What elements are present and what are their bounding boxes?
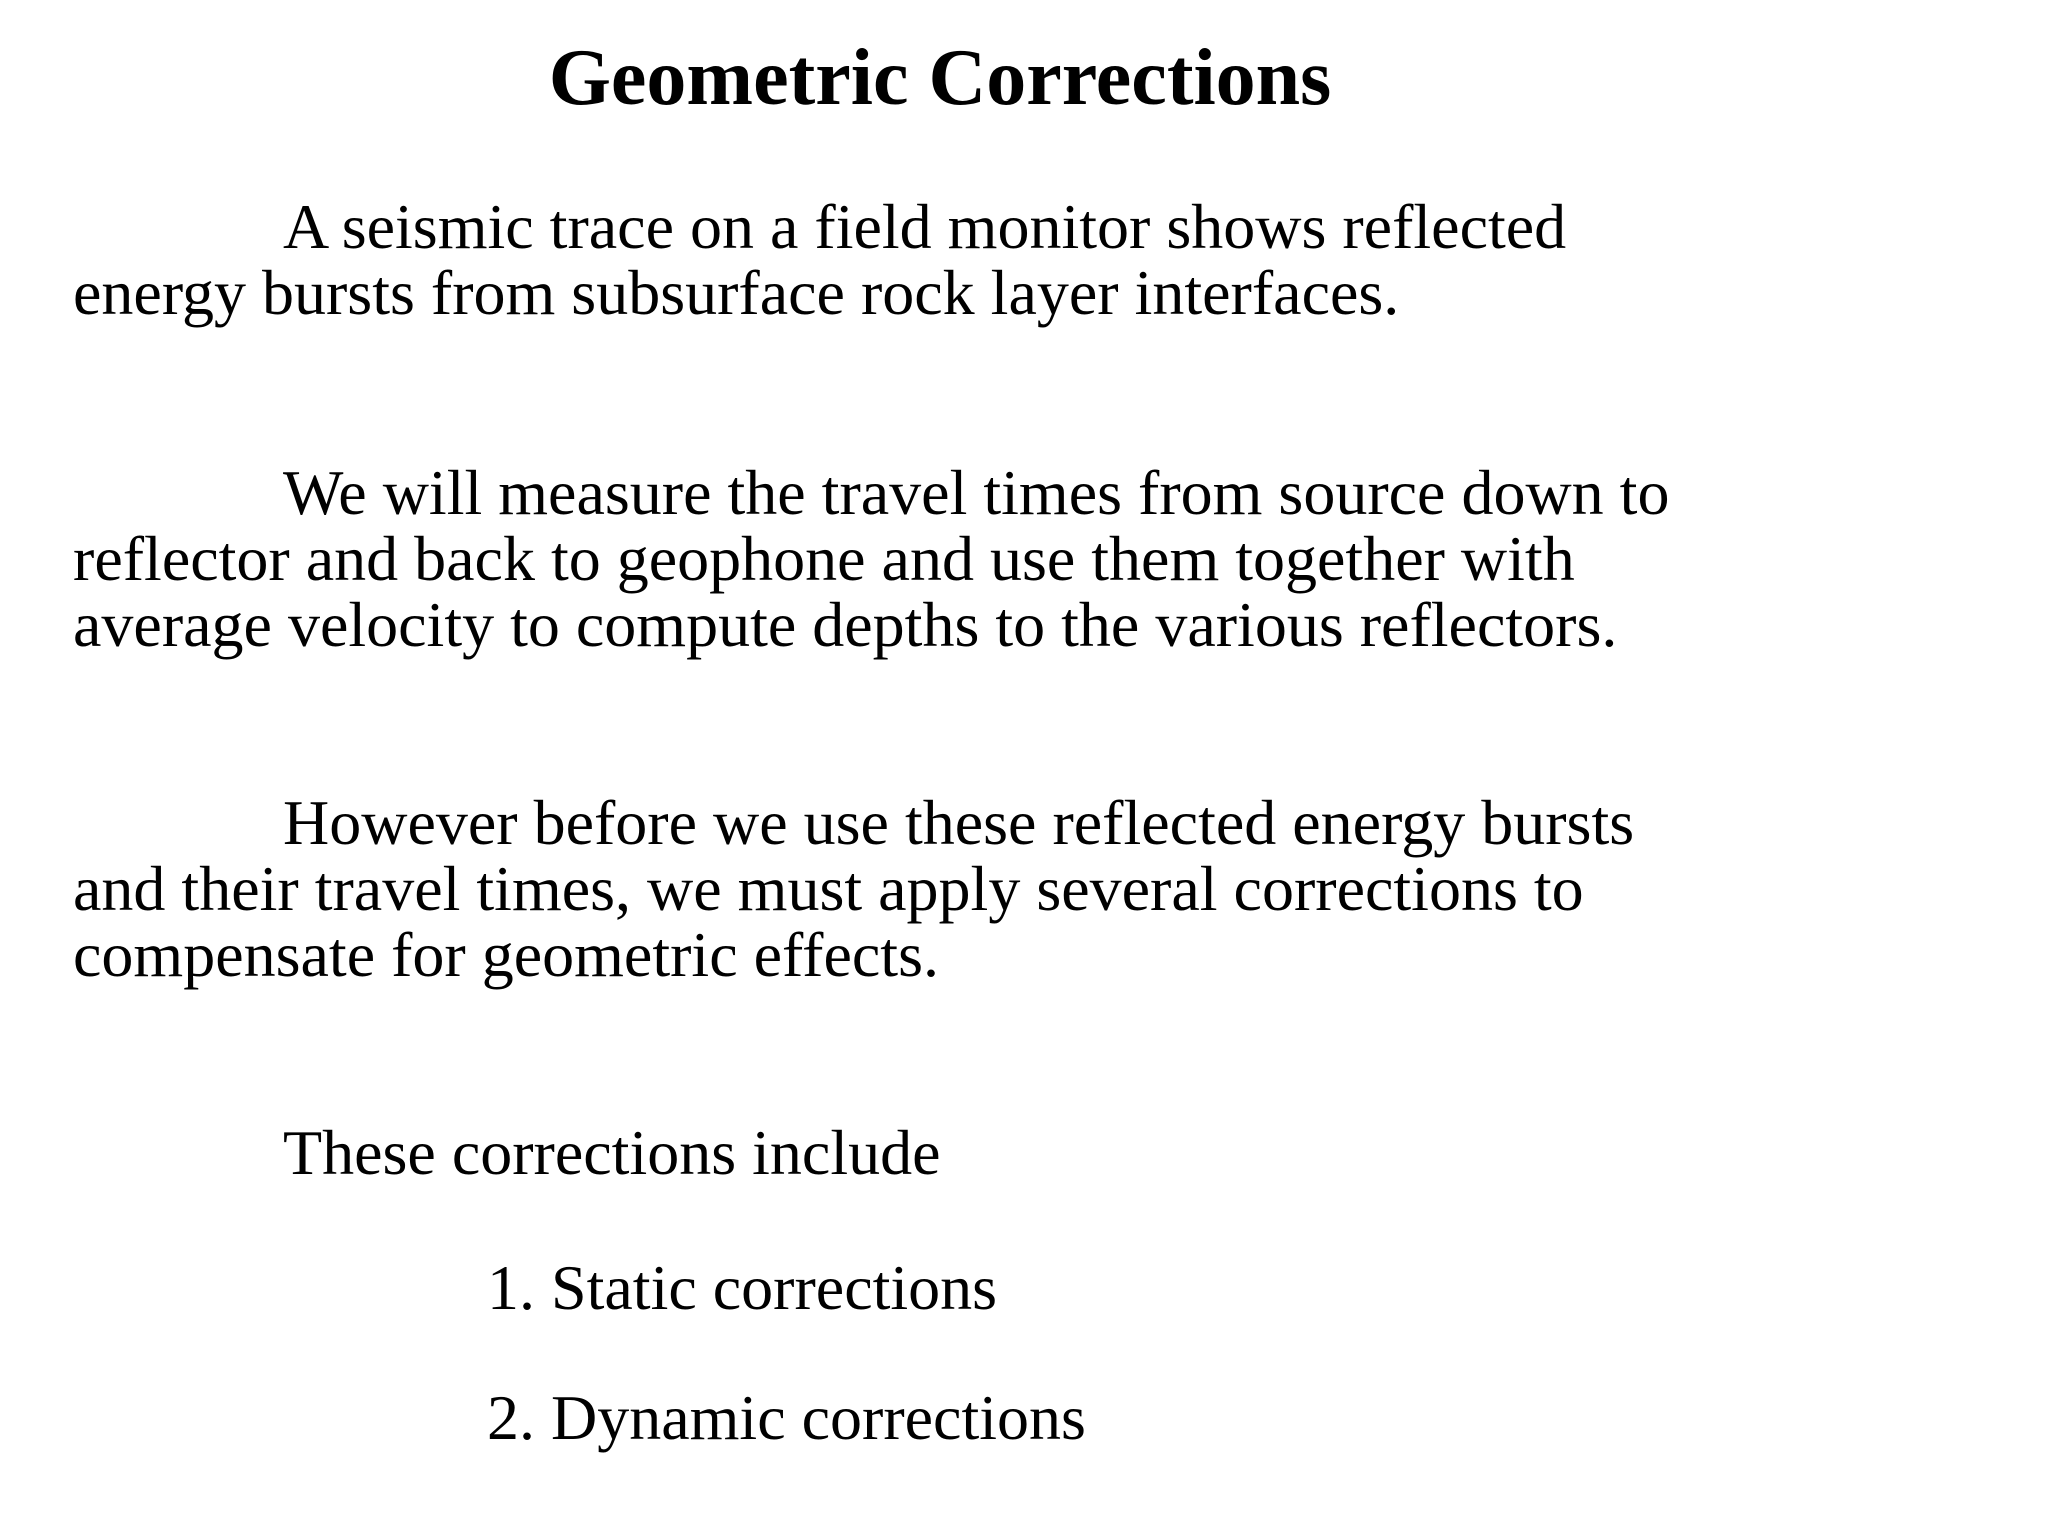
paragraph-corrections-needed <box>73 787 1973 990</box>
paragraph-line: energy bursts from subsurface rock layer interfaces. <box>73 257 1400 328</box>
paragraph-line: compensate for geometric effects. <box>73 919 939 990</box>
paragraph-line: However before we use these reflected energy bursts <box>283 787 1635 858</box>
list-item-dynamic-corrections: 2. Dynamic corrections <box>487 1382 1086 1453</box>
paragraph-line: We will measure the travel times from source down to <box>283 457 1670 528</box>
list-item-static-corrections: 1. Static corrections <box>487 1252 998 1323</box>
paragraph-line: average velocity to compute depths to the various reflectors. <box>73 589 1618 660</box>
paragraph-line: A seismic trace on a field monitor shows reflected <box>283 191 1567 262</box>
paragraph-line: and their travel times, we must apply several corrections to <box>73 853 1584 924</box>
slide-title: Geometric Corrections <box>548 34 1332 122</box>
paragraph-travel-times <box>73 457 1973 660</box>
paragraph-seismic-trace <box>73 191 1973 328</box>
paragraph-line: reflector and back to geophone and use them together with <box>73 523 1575 594</box>
paragraph-line: These corrections include <box>283 1117 941 1188</box>
paragraph-corrections-include <box>73 1117 1973 1188</box>
